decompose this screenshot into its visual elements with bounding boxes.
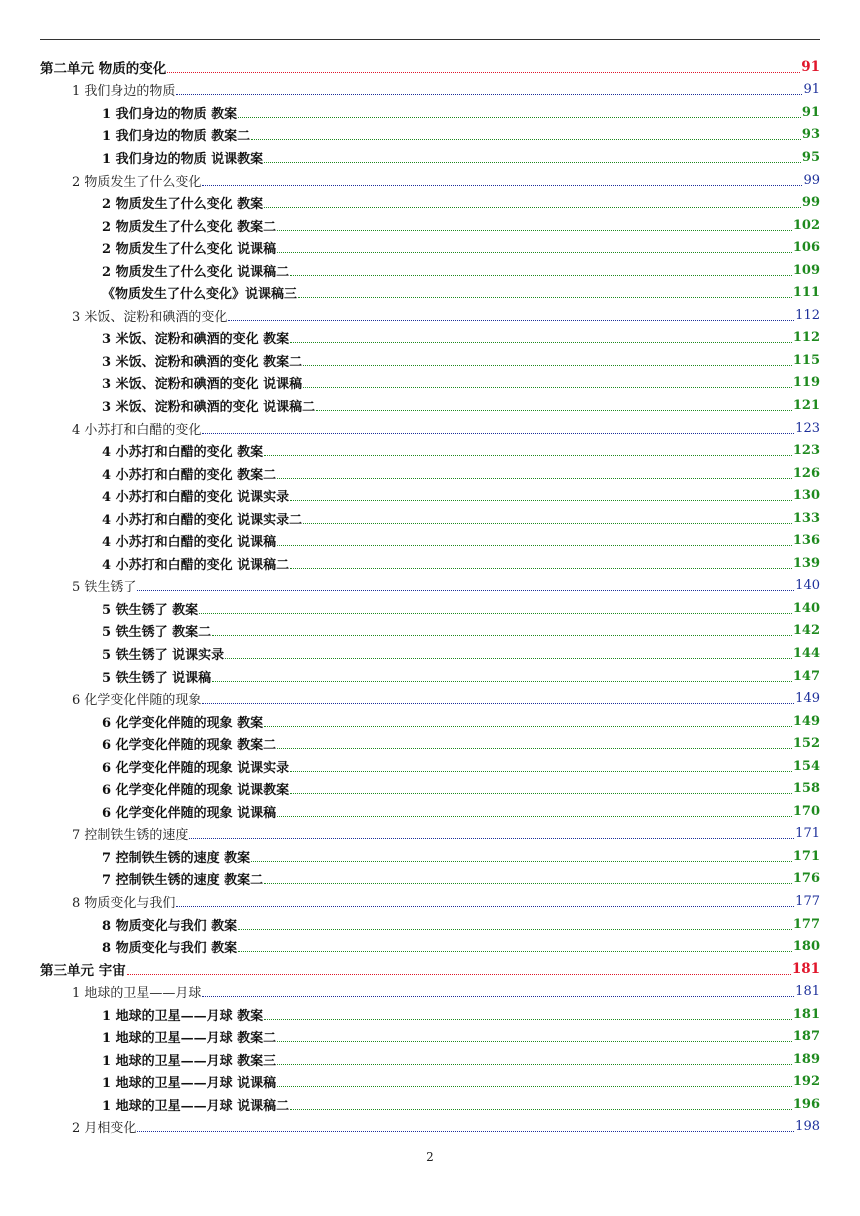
toc-document-entry[interactable] xyxy=(40,778,820,801)
toc-entry-title: 6 化学变化伴随的现象 说课实录 xyxy=(102,760,290,776)
toc-document-entry[interactable] xyxy=(40,146,820,169)
dot-leader xyxy=(238,929,792,930)
toc-document-entry[interactable] xyxy=(40,710,820,733)
dot-leader xyxy=(277,1086,792,1087)
toc-entry-page: 192 xyxy=(792,1074,820,1090)
dot-leader xyxy=(264,883,792,884)
toc-entry-title: 6 化学变化伴随的现象 xyxy=(72,693,202,709)
toc-document-entry[interactable] xyxy=(40,101,820,124)
toc-document-entry[interactable] xyxy=(40,935,820,958)
toc-document-entry[interactable] xyxy=(40,1093,820,1116)
toc-entry-page: 91 xyxy=(801,104,820,120)
toc-entry-page: 177 xyxy=(792,916,820,932)
dot-leader xyxy=(212,681,792,682)
toc-lesson-entry[interactable] xyxy=(40,169,820,192)
toc-lesson-entry[interactable] xyxy=(40,823,820,846)
dot-leader xyxy=(303,387,792,388)
toc-entry-page: 106 xyxy=(792,240,820,256)
toc-lesson-entry[interactable] xyxy=(40,304,820,327)
dot-leader xyxy=(251,139,801,140)
page-number: 2 xyxy=(426,1150,434,1164)
toc-entry-title: 5 铁生锈了 说课实录 xyxy=(102,647,225,663)
toc-entry-page: 171 xyxy=(792,848,820,864)
toc-lesson-entry[interactable] xyxy=(40,575,820,598)
toc-entry-title: 1 我们身边的物质 说课教案 xyxy=(102,151,264,167)
toc-entry-title: 8 物质变化与我们 教案 xyxy=(102,941,238,957)
toc-entry-page: 198 xyxy=(795,1119,820,1135)
toc-document-entry[interactable] xyxy=(40,642,820,665)
dot-leader xyxy=(290,500,792,501)
toc-entry-page: 136 xyxy=(792,533,820,549)
dot-leader xyxy=(212,635,792,636)
toc-document-entry[interactable] xyxy=(40,462,820,485)
toc-entry-title: 6 化学变化伴随的现象 说课稿 xyxy=(102,805,277,821)
toc-unit-entry[interactable] xyxy=(40,56,820,79)
toc-entry-title: 3 米饭、淀粉和碘酒的变化 教案 xyxy=(102,332,290,348)
dot-leader xyxy=(277,1041,792,1042)
dot-leader xyxy=(176,94,802,95)
toc-entry-page: 181 xyxy=(792,1006,820,1022)
toc-document-entry[interactable] xyxy=(40,868,820,891)
toc-entry-title: 1 地球的卫星——月球 教案二 xyxy=(102,1031,277,1047)
toc-entry-page: 152 xyxy=(792,736,820,752)
toc-entry-page: 112 xyxy=(792,330,820,346)
toc-entry-page: 140 xyxy=(795,578,820,594)
toc-entry-page: 99 xyxy=(801,195,820,211)
dot-leader xyxy=(228,320,794,321)
dot-leader xyxy=(316,410,792,411)
dot-leader xyxy=(199,613,792,614)
dot-leader xyxy=(290,771,792,772)
toc-entry-page: 149 xyxy=(795,691,820,707)
toc-lesson-entry[interactable] xyxy=(40,890,820,913)
toc-entry-page: 109 xyxy=(792,262,820,278)
toc-entry-title: 4 小苏打和白醋的变化 xyxy=(72,422,202,438)
toc-entry-page: 154 xyxy=(792,758,820,774)
toc-document-entry[interactable] xyxy=(40,507,820,530)
dot-leader xyxy=(264,162,801,163)
dot-leader xyxy=(238,951,792,952)
toc-entry-page: 133 xyxy=(792,510,820,526)
toc-entry-title: 6 化学变化伴随的现象 说课教案 xyxy=(102,783,290,799)
toc-lesson-entry[interactable] xyxy=(40,687,820,710)
toc-entry-title: 1 地球的卫星——月球 教案三 xyxy=(102,1053,277,1069)
toc-entry-page: 119 xyxy=(792,375,820,391)
dot-leader xyxy=(277,478,792,479)
dot-leader xyxy=(137,1131,794,1132)
toc-entry-title: 4 小苏打和白醋的变化 说课稿二 xyxy=(102,557,290,573)
toc-entry-title: 7 控制铁生锈的速度 教案二 xyxy=(102,873,264,889)
toc-entry-title: 7 控制铁生锈的速度 xyxy=(72,828,189,844)
toc-entry-title: 2 月相变化 xyxy=(72,1121,137,1137)
toc-entry-page: 142 xyxy=(792,623,820,639)
dot-leader xyxy=(167,72,800,73)
dot-leader xyxy=(290,793,792,794)
toc-entry-title: 4 小苏打和白醋的变化 说课实录 xyxy=(102,490,290,506)
toc-entry-title: 4 小苏打和白醋的变化 教案二 xyxy=(102,467,277,483)
toc-document-entry[interactable] xyxy=(40,732,820,755)
toc-entry-title: 第三单元 宇宙 xyxy=(40,963,126,980)
header-rule xyxy=(40,39,820,40)
toc-document-entry[interactable] xyxy=(40,124,820,147)
dot-leader xyxy=(298,297,792,298)
dot-leader xyxy=(202,433,794,434)
toc-entry-title: 4 小苏打和白醋的变化 说课实录二 xyxy=(102,512,303,528)
toc-document-entry[interactable] xyxy=(40,529,820,552)
toc-entry-page: 111 xyxy=(792,285,820,301)
dot-leader xyxy=(290,1109,792,1110)
toc-entry-title: 1 我们身边的物质 xyxy=(72,84,176,100)
toc-entry-page: 91 xyxy=(801,59,820,76)
dot-leader xyxy=(290,275,792,276)
toc-entry-page: 144 xyxy=(792,645,820,661)
toc-entry-title: 1 地球的卫星——月球 说课稿二 xyxy=(102,1098,290,1114)
toc-document-entry[interactable] xyxy=(40,484,820,507)
toc-entry-page: 91 xyxy=(803,82,820,98)
toc-entry-page: 112 xyxy=(795,307,820,323)
toc-document-entry[interactable] xyxy=(40,281,820,304)
toc-document-entry[interactable] xyxy=(40,1071,820,1094)
toc-entry-title: 5 铁生锈了 说课稿 xyxy=(102,670,212,686)
toc-document-entry[interactable] xyxy=(40,236,820,259)
toc-document-entry[interactable] xyxy=(40,1048,820,1071)
toc-entry-title: 第二单元 物质的变化 xyxy=(40,61,167,78)
toc-entry-title: 2 物质发生了什么变化 xyxy=(72,174,202,190)
toc-entry-page: 93 xyxy=(801,127,820,143)
toc-entry-title: 6 化学变化伴随的现象 教案二 xyxy=(102,738,277,754)
dot-leader xyxy=(303,523,792,524)
toc-entry-page: 99 xyxy=(803,172,820,188)
toc-entry-title: 1 我们身边的物质 教案 xyxy=(102,106,238,122)
dot-leader xyxy=(290,568,792,569)
dot-leader xyxy=(277,230,792,231)
toc-document-entry[interactable] xyxy=(40,597,820,620)
dot-leader xyxy=(202,185,802,186)
toc-entry-page: 115 xyxy=(792,352,820,368)
table-of-contents xyxy=(40,56,820,1138)
toc-document-entry[interactable] xyxy=(40,394,820,417)
toc-entry-title: 2 物质发生了什么变化 说课稿 xyxy=(102,242,277,258)
toc-document-entry[interactable] xyxy=(40,552,820,575)
dot-leader xyxy=(127,974,791,975)
toc-entry-page: 123 xyxy=(795,420,820,436)
toc-entry-page: 139 xyxy=(792,555,820,571)
toc-entry-page: 158 xyxy=(792,781,820,797)
dot-leader xyxy=(202,996,794,997)
toc-document-entry[interactable] xyxy=(40,845,820,868)
toc-entry-page: 130 xyxy=(792,488,820,504)
toc-entry-page: 180 xyxy=(792,939,820,955)
toc-entry-title: 1 地球的卫星——月球 说课稿 xyxy=(102,1076,277,1092)
toc-entry-title: 8 物质变化与我们 xyxy=(72,896,176,911)
toc-entry-title: 《物质发生了什么变化》说课稿三 xyxy=(102,287,298,303)
toc-entry-title: 2 物质发生了什么变化 教案 xyxy=(102,197,264,213)
toc-document-entry[interactable] xyxy=(40,349,820,372)
dot-leader xyxy=(277,816,792,817)
dot-leader xyxy=(264,207,801,208)
toc-entry-title: 5 铁生锈了 xyxy=(72,580,137,596)
dot-leader xyxy=(264,1019,792,1020)
toc-entry-title: 3 米饭、淀粉和碘酒的变化 说课稿二 xyxy=(102,399,316,415)
toc-entry-title: 6 化学变化伴随的现象 教案 xyxy=(102,715,264,731)
dot-leader xyxy=(264,726,792,727)
toc-entry-title: 5 铁生锈了 教案 xyxy=(102,602,199,618)
dot-leader xyxy=(225,658,792,659)
dot-leader xyxy=(277,1064,792,1065)
toc-document-entry[interactable] xyxy=(40,665,820,688)
toc-entry-title: 4 小苏打和白醋的变化 教案 xyxy=(102,445,264,461)
toc-entry-page: 196 xyxy=(792,1096,820,1112)
dot-leader xyxy=(264,455,792,456)
dot-leader xyxy=(189,838,794,839)
toc-entry-title: 7 控制铁生锈的速度 教案 xyxy=(102,850,251,866)
toc-entry-page: 140 xyxy=(792,600,820,616)
toc-entry-page: 121 xyxy=(792,397,820,413)
toc-entry-page: 123 xyxy=(792,443,820,459)
dot-leader xyxy=(277,252,792,253)
toc-entry-page: 181 xyxy=(791,961,820,978)
dot-leader xyxy=(137,590,794,591)
dot-leader xyxy=(303,365,792,366)
toc-lesson-entry[interactable] xyxy=(40,980,820,1003)
toc-entry-page: 181 xyxy=(795,984,820,1000)
toc-entry-page: 102 xyxy=(792,217,820,233)
toc-entry-page: 171 xyxy=(795,826,820,842)
toc-document-entry[interactable] xyxy=(40,259,820,282)
toc-entry-title: 3 米饭、淀粉和碘酒的变化 教案二 xyxy=(102,354,303,370)
toc-lesson-entry[interactable] xyxy=(40,79,820,102)
toc-entry-title: 3 米饭、淀粉和碘酒的变化 说课稿 xyxy=(102,377,303,393)
toc-entry-title: 2 物质发生了什么变化 教案二 xyxy=(102,219,277,235)
toc-entry-title: 1 我们身边的物质 教案二 xyxy=(102,129,251,145)
toc-entry-title: 5 铁生锈了 教案二 xyxy=(102,625,212,641)
toc-entry-title: 1 地球的卫星——月球 教案 xyxy=(102,1008,264,1024)
dot-leader xyxy=(251,861,792,862)
toc-entry-title: 3 米饭、淀粉和碘酒的变化 xyxy=(72,309,228,325)
dot-leader xyxy=(277,748,792,749)
toc-document-entry[interactable] xyxy=(40,1003,820,1026)
toc-document-entry[interactable] xyxy=(40,439,820,462)
toc-entry-title: 8 物质变化与我们 教案 xyxy=(102,918,238,934)
toc-document-entry[interactable] xyxy=(40,327,820,350)
toc-entry-page: 95 xyxy=(801,149,820,165)
toc-entry-page: 126 xyxy=(792,465,820,481)
toc-entry-title: 1 地球的卫星——月球 xyxy=(72,986,202,1002)
toc-lesson-entry[interactable] xyxy=(40,1116,820,1139)
toc-document-entry[interactable] xyxy=(40,191,820,214)
toc-entry-page: 177 xyxy=(795,894,820,909)
toc-document-entry[interactable] xyxy=(40,800,820,823)
dot-leader xyxy=(290,342,792,343)
dot-leader xyxy=(277,545,792,546)
toc-entry-page: 147 xyxy=(792,668,820,684)
toc-document-entry[interactable] xyxy=(40,372,820,395)
toc-lesson-entry[interactable] xyxy=(40,417,820,440)
toc-document-entry[interactable] xyxy=(40,913,820,936)
dot-leader xyxy=(238,117,801,118)
dot-leader xyxy=(202,703,794,704)
toc-entry-title: 2 物质发生了什么变化 说课稿二 xyxy=(102,264,290,280)
toc-document-entry[interactable] xyxy=(40,755,820,778)
toc-unit-entry[interactable] xyxy=(40,958,820,981)
toc-entry-page: 170 xyxy=(792,803,820,819)
toc-entry-page: 187 xyxy=(792,1029,820,1045)
dot-leader xyxy=(176,906,794,907)
toc-entry-page: 189 xyxy=(792,1051,820,1067)
toc-document-entry[interactable] xyxy=(40,1026,820,1049)
toc-entry-page: 149 xyxy=(792,713,820,729)
toc-entry-title: 4 小苏打和白醋的变化 说课稿 xyxy=(102,535,277,551)
toc-document-entry[interactable] xyxy=(40,214,820,237)
toc-entry-page: 176 xyxy=(792,871,820,887)
toc-document-entry[interactable] xyxy=(40,620,820,643)
